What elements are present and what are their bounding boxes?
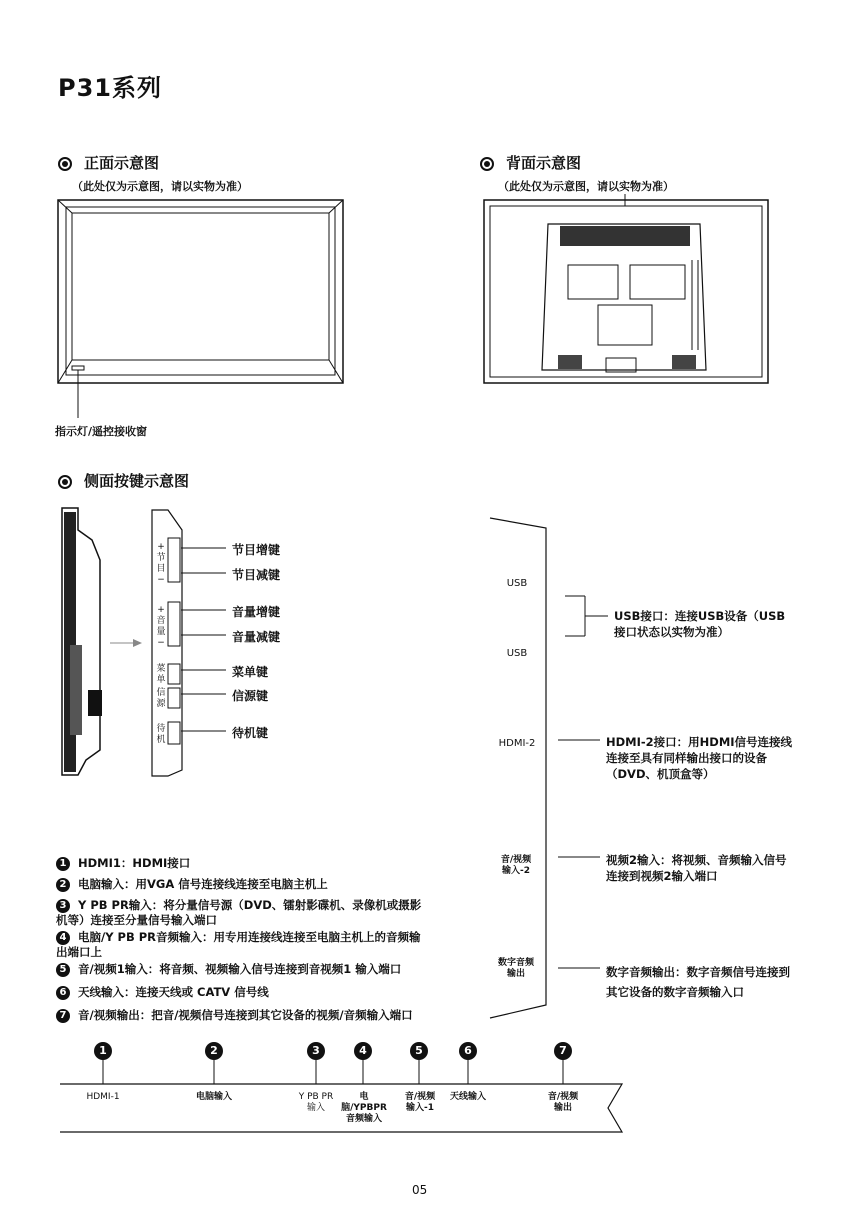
port-number: 4 [354, 1042, 372, 1060]
page-title: P31系列 [58, 74, 162, 102]
key-label-vol-up: 音量增键 [232, 605, 281, 619]
legend-number: 7 [56, 1009, 70, 1023]
legend-number: 2 [56, 878, 70, 892]
desc-hdmi-2: HDMI-2接口：用HDMI信号连接线连接至具有同样输出接口的设备（DVD、机顶盒等） [606, 735, 793, 781]
port-number: 2 [205, 1042, 223, 1060]
port-digital-audio-out: 数字音频 输出 [497, 958, 534, 979]
key-label-ch-down: 节目减键 [232, 568, 281, 582]
back-note: （此处仅为示意图，请以实物为准） [498, 180, 674, 193]
back-heading-text: 背面示意图 [506, 154, 582, 172]
legend-text: 天线输入：连接天线或 CATV 信号线 [78, 985, 269, 999]
port-usb-1: USB [506, 578, 528, 589]
key-mark-source: 信源 [156, 688, 166, 709]
front-heading-text: 正面示意图 [84, 154, 160, 172]
key-mark-menu: 菜单 [156, 664, 166, 685]
desc-digital-audio: 数字音频输出：数字音频信号连接到其它设备的数字音频输入口 [606, 965, 790, 999]
front-note: （此处仅为示意图，请以实物为准） [72, 180, 248, 193]
port-label-av-in-1: 音/视频 输入-1 [404, 1092, 436, 1113]
key-label-ch-up: 节目增键 [232, 543, 281, 557]
legend-text: 音/视频1输入：将音频、视频输入信号连接到音视频1 输入端口 [78, 962, 402, 976]
desc-usb: USB接口：连接USB设备（USB接口状态以实物为准） [614, 609, 786, 639]
port-number: 5 [410, 1042, 428, 1060]
port-label-pc-in: 电脑输入 [195, 1092, 232, 1102]
legend-number: 3 [56, 899, 70, 913]
legend-number: 6 [56, 986, 70, 1000]
key-label-menu: 菜单键 [232, 665, 269, 679]
legend-text: 电脑/Y PB PR音频输入：用专用连接线连接至电脑主机上的音频输出端口上 [56, 930, 421, 959]
port-label-ypbpr: Y PB PR 输入 [298, 1092, 334, 1113]
legend-number: 5 [56, 963, 70, 977]
key-mark-channel: + 节目 − [156, 542, 166, 585]
port-hdmi-2: HDMI-2 [498, 738, 536, 749]
key-label-standby: 待机键 [232, 726, 269, 740]
page-number: 05 [412, 1183, 428, 1197]
port-label-antenna: 天线输入 [449, 1092, 486, 1102]
legend-text: HDMI1：HDMI接口 [78, 856, 191, 870]
legend-text: Y PB PR输入：将分量信号源（DVD、镭射影碟机、录像机或摄影机等）连接至分量信号输入端口 [56, 898, 422, 927]
indicator-label: 指示灯/遥控接收窗 [55, 425, 148, 438]
port-number: 6 [459, 1042, 477, 1060]
port-number: 3 [307, 1042, 325, 1060]
port-label-hdmi-1: HDMI-1 [86, 1092, 120, 1102]
port-number: 1 [94, 1042, 112, 1060]
key-mark-volume: + 音量 − [156, 605, 166, 648]
key-label-vol-down: 音量减键 [232, 630, 281, 644]
legend-number: 1 [56, 857, 70, 871]
side-heading-text: 侧面按键示意图 [84, 472, 190, 490]
port-av-in-2: 音/视频 输入-2 [500, 855, 532, 876]
key-label-source: 信源键 [232, 689, 269, 703]
port-label-av-out: 音/视频 输出 [547, 1092, 579, 1113]
port-usb-2: USB [506, 648, 528, 659]
legend-text: 音/视频输出：把音/视频信号连接到其它设备的视频/音频输入端口 [78, 1008, 413, 1022]
legend-text: 电脑输入：用VGA 信号连接线连接至电脑主机上 [78, 877, 328, 891]
key-mark-standby: 待机 [156, 724, 166, 745]
port-label-pc-audio: 电脑/YPBPR 音频输入 [341, 1092, 387, 1124]
legend-number: 4 [56, 931, 70, 945]
desc-av-in-2: 视频2输入：将视频、音频输入信号连接到视频2输入端口 [606, 853, 787, 883]
port-number: 7 [554, 1042, 572, 1060]
